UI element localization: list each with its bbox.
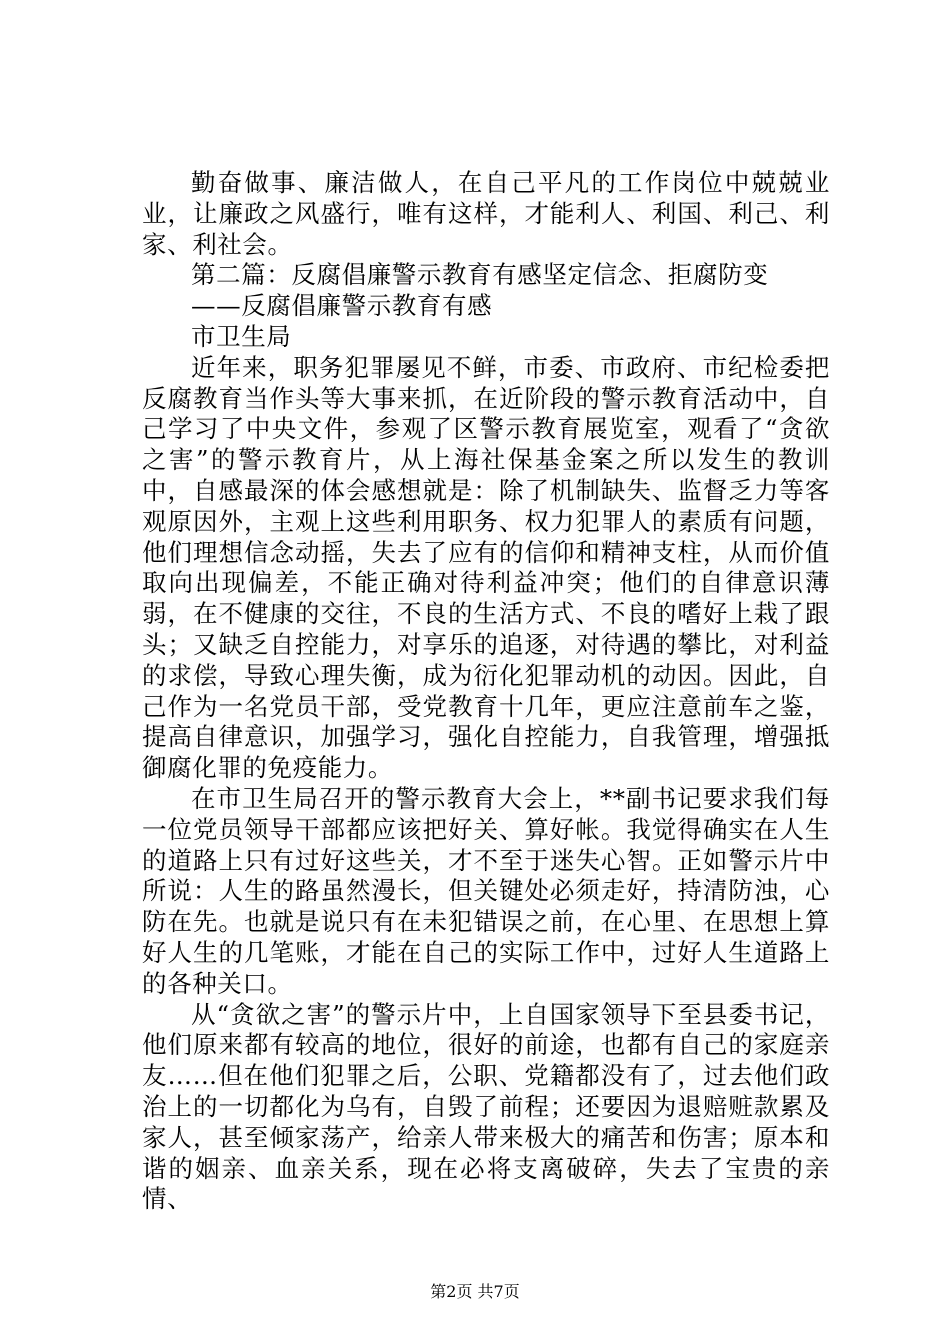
chapter-title: 第二篇：反腐倡廉警示教育有感坚定信念、拒腐防变 — [191, 260, 769, 290]
paragraph-body-2: 在市卫生局召开的警示教育大会上，**副书记要求我们每一位党员领导干部都应该把好关、算好帐。我觉得确实在人生的道路上只有过好这些关，才不至于迷失心智。正如警示片中所说：人生的路虽然漫长，但关键处必须走好，持清防浊，心防在先。也就是说只有在未犯错误之前，在心里、在思想上算好人生的几笔账，才能在自己的实际工作中，过好人生道路上的各种关口。 — [142, 783, 830, 998]
author-unit: 市卫生局 — [191, 321, 292, 351]
paragraph-body-3: 从“贪欲之害”的警示片中，上自国家领导下至县委书记，他们原来都有较高的地位，很好的前途，也都有自己的家庭亲友……但在他们犯罪之后，公职、党籍都没有了，过去他们政治上的一切都化为乌有，自毁了前程；还要因为退赔赃款累及家人，甚至倾家荡产，给亲人带来极大的痛苦和伤害；原本和谐的姻亲、血亲关系，现在必将支离破碎，失去了宝贵的亲情、 — [142, 999, 830, 1214]
paragraph-closing: 勤奋做事、廉洁做人，在自己平凡的工作岗位中兢兢业业，让廉政之风盛行，唯有这样，才能利人、利国、利己、利家、利社会。 — [142, 168, 830, 259]
chapter-subtitle: ——反腐倡廉警示教育有感 — [191, 291, 493, 321]
page-number-footer: 第2页 共7页 — [430, 1282, 520, 1301]
document-body — [142, 168, 830, 1215]
paragraph-body-1: 近年来，职务犯罪屡见不鲜，市委、市政府、市纪检委把反腐教育当作头等大事来抓，在近阶段的警示教育活动中，自己学习了中央文件，参观了区警示教育展览室，观看了“贪欲之害”的警示教育片，从上海社保基金案之所以发生的教训中，自感最深的体会感想就是：除了机制缺失、监督乏力等客观原因外，主观上这些利用职务、权力犯罪人的素质有问题，他们理想信念动摇，失去了应有的信仰和精神支柱，从而价值取向出现偏差，不能正确对待利益冲突；他们的自律意识薄弱，在不健康的交往，不良的生活方式、不良的嗜好上栽了跟头；又缺乏自控能力，对享乐的追逐，对待遇的攀比，对利益的求偿，导致心理失衡，成为衍化犯罪动机的动因。因此，自己作为一名党员干部，受党教育十几年，更应注意前车之鉴，提高自律意识，加强学习，强化自控能力，自我管理，增强抵御腐化罪的免疫能力。 — [142, 352, 830, 783]
